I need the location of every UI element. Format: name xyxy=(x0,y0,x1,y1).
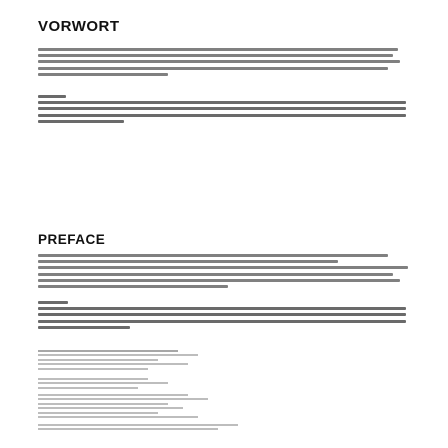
colophon-block-1 xyxy=(38,350,420,372)
heading-vorwort: VORWORT xyxy=(38,18,120,36)
vorwort-paragraph xyxy=(38,48,410,79)
colophon-block-3 xyxy=(38,394,420,420)
vorwort-references xyxy=(38,95,410,126)
colophon-block-2 xyxy=(38,378,420,391)
preface-references xyxy=(38,301,410,332)
heading-preface: PREFACE xyxy=(38,232,106,248)
colophon-block-4 xyxy=(38,424,420,433)
preface-paragraph xyxy=(38,254,410,291)
